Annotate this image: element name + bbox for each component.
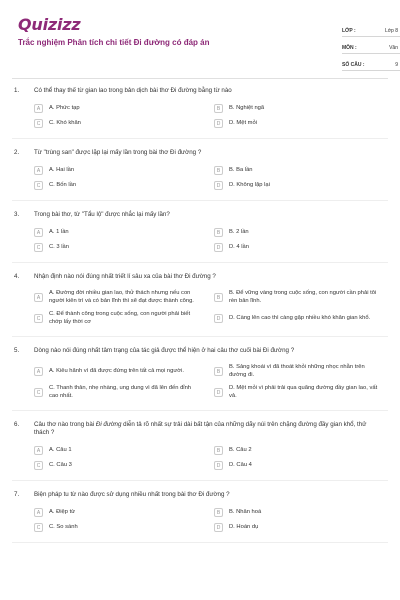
question-divider	[12, 262, 388, 263]
meta-value: Lớp 8	[384, 28, 398, 34]
option-text: B. Ba lần	[229, 166, 253, 173]
option-text: D. Không lặp lại	[229, 181, 270, 188]
answer-option-c[interactable]	[34, 243, 200, 252]
answer-option-b[interactable]	[214, 104, 380, 113]
worksheet-meta	[342, 20, 400, 71]
option-text: A. Câu 1	[49, 446, 72, 453]
meta-row-subject	[342, 37, 400, 54]
answer-option-a[interactable]	[34, 166, 200, 175]
answer-option-d[interactable]	[214, 119, 380, 128]
option-letter-badge: C	[34, 388, 43, 397]
answer-option-c[interactable]	[34, 523, 200, 532]
option-letter-badge: A	[34, 166, 43, 175]
question-text	[34, 421, 388, 437]
option-text: D. Câu 4	[229, 461, 252, 468]
question-number: 6.	[14, 421, 20, 428]
option-text: A. Điệp từ	[49, 508, 76, 515]
worksheet-title: Trắc nghiệm Phân tích chi tiết Đi đường có đáp án	[18, 38, 210, 47]
answer-options	[34, 104, 388, 128]
answer-option-c[interactable]	[34, 181, 200, 190]
question-text-part: Câu thơ nào trong bài	[34, 421, 96, 428]
option-letter-badge: D	[214, 461, 223, 470]
question-header	[14, 211, 388, 219]
meta-value: Văn	[389, 45, 398, 51]
answer-option-c[interactable]	[34, 385, 200, 400]
option-text: C. So sánh	[49, 523, 78, 530]
answer-option-c[interactable]	[34, 119, 200, 128]
question-divider	[12, 480, 388, 481]
answer-option-c[interactable]	[34, 311, 200, 326]
question-block	[12, 347, 388, 411]
option-text: B. Câu 2	[229, 446, 252, 453]
answer-option-b[interactable]	[214, 508, 380, 517]
question-divider	[12, 336, 388, 337]
question-number: 4.	[14, 273, 20, 280]
option-letter-badge: C	[34, 523, 43, 532]
question-header	[14, 491, 388, 499]
answer-option-d[interactable]	[214, 523, 380, 532]
option-letter-badge: D	[214, 523, 223, 532]
option-letter-badge: B	[214, 367, 223, 376]
question-header	[14, 273, 388, 281]
answer-options	[34, 364, 388, 400]
question-block	[12, 87, 388, 139]
option-text: C. Bốn lần	[49, 181, 77, 188]
question-block	[12, 211, 388, 263]
answer-options	[34, 228, 388, 252]
question-number: 3.	[14, 211, 20, 218]
option-letter-badge: A	[34, 104, 43, 113]
question-text-part: diễn tả rõ nhất sự trải dài bất tận của những dãy núi trên chặng đường đầy gian khổ, thử thách ?	[34, 421, 367, 436]
answer-option-a[interactable]	[34, 446, 200, 455]
option-text: A. Hai lần	[49, 166, 75, 173]
question-text: Có thể thay thế từ gian lao trong bản dịch bài thơ Đi đường bằng từ nào	[34, 87, 232, 94]
answer-option-b[interactable]	[214, 228, 380, 237]
option-text: C. 3 lần	[49, 243, 69, 250]
option-text: B. Để vững vàng trong cuộc sống, con người cần phải tôi rèn bản lĩnh.	[229, 290, 377, 304]
question-number: 7.	[14, 491, 20, 498]
option-text: D. Hoán dụ	[229, 523, 259, 530]
answer-options	[34, 508, 388, 532]
answer-options	[34, 446, 388, 470]
option-text: C. Để thành công trong cuộc sống, con người phải biết chớp lấy thời cơ	[49, 311, 191, 325]
option-letter-badge: B	[214, 446, 223, 455]
answer-option-a[interactable]	[34, 104, 200, 113]
question-list	[12, 87, 388, 543]
option-letter-badge: B	[214, 228, 223, 237]
question-text: Trong bài thơ, từ "Tẩu lộ" được nhắc lại mấy lần?	[34, 211, 170, 218]
answer-option-d[interactable]	[214, 311, 380, 326]
option-letter-badge: A	[34, 228, 43, 237]
question-header	[14, 421, 388, 437]
option-text: C. Câu 3	[49, 461, 72, 468]
meta-value: 9	[395, 62, 398, 68]
answer-options	[34, 166, 388, 190]
question-header	[14, 149, 388, 157]
question-number: 5.	[14, 347, 20, 354]
question-block	[12, 149, 388, 201]
quizizz-logo[interactable]: Quizizz	[18, 15, 81, 34]
option-letter-badge: D	[214, 388, 223, 397]
option-letter-badge: C	[34, 314, 43, 323]
question-header	[14, 87, 388, 95]
answer-option-a[interactable]	[34, 228, 200, 237]
answer-option-a[interactable]	[34, 364, 200, 379]
meta-label: SỐ CÂU :	[342, 62, 365, 68]
answer-option-b[interactable]	[214, 446, 380, 455]
option-letter-badge: A	[34, 508, 43, 517]
header-divider	[12, 78, 388, 79]
answer-option-b[interactable]	[214, 166, 380, 175]
answer-option-b[interactable]	[214, 364, 380, 379]
answer-option-c[interactable]	[34, 461, 200, 470]
question-number: 2.	[14, 149, 20, 156]
meta-row-count	[342, 54, 400, 71]
meta-row-grade	[342, 20, 400, 37]
option-text: A. 1 lần	[49, 228, 69, 235]
option-text: A. Phức tạp	[49, 104, 80, 111]
question-divider	[12, 200, 388, 201]
answer-option-d[interactable]	[214, 461, 380, 470]
option-text: A. Kiêu hãnh vì đã được đứng trên tất cả mọi người.	[49, 367, 184, 374]
option-letter-badge: D	[214, 181, 223, 190]
answer-option-d[interactable]	[214, 385, 380, 400]
option-letter-badge: C	[34, 181, 43, 190]
question-divider	[12, 542, 388, 543]
option-text: C. Khó khăn	[49, 119, 81, 126]
option-letter-badge: A	[34, 446, 43, 455]
meta-label: MÔN :	[342, 45, 357, 51]
option-text: B. Nghiệt ngã	[229, 104, 265, 111]
option-text: A. Đường đời nhiều gian lao, thử thách nhưng nếu con người kiên trì và có bản lĩnh thì sẽ đạt được thành công.	[49, 290, 194, 304]
question-number: 1.	[14, 87, 20, 94]
question-text: Từ "trùng san" được lặp lại mấy lần trong bài thơ Đi đường ?	[34, 149, 202, 156]
option-text: B. Sảng khoái vì đã thoát khỏi những nhọc nhằn trên đường đi.	[229, 364, 365, 378]
option-letter-badge: A	[34, 367, 43, 376]
answer-option-d[interactable]	[214, 243, 380, 252]
option-letter-badge: C	[34, 119, 43, 128]
option-text: D. Càng lên cao thì càng gặp nhiều khó khăn gian khổ.	[229, 314, 371, 321]
option-text: D. 4 lần	[229, 243, 249, 250]
question-text-italic: Đi đường	[95, 421, 122, 428]
worksheet-header	[12, 12, 398, 72]
answer-option-a[interactable]	[34, 290, 200, 305]
answer-option-b[interactable]	[214, 290, 380, 305]
question-divider	[12, 410, 388, 411]
option-letter-badge: B	[214, 166, 223, 175]
option-text: D. Mệt mỏi vì phải trải qua quãng đường đầy gian lao, vất vả.	[229, 385, 378, 399]
question-text: Dòng nào nói đúng nhất tâm trạng của tác giả được thể hiện ở hai câu thơ cuối bài Đi đường ?	[34, 347, 295, 354]
answer-option-d[interactable]	[214, 181, 380, 190]
option-letter-badge: D	[214, 243, 223, 252]
option-text: B. 2 lần	[229, 228, 249, 235]
meta-label: LỚP :	[342, 28, 356, 34]
option-text: D. Mệt mỏi	[229, 119, 258, 126]
option-letter-badge: D	[214, 119, 223, 128]
question-text: Nhận định nào nói đúng nhất triết lí sâu xa của bài thơ Đi đường ?	[34, 273, 216, 280]
option-letter-badge: D	[214, 314, 223, 323]
question-block	[12, 421, 388, 481]
option-text: B. Nhân hoá	[229, 508, 262, 515]
option-letter-badge: C	[34, 461, 43, 470]
question-divider	[12, 138, 388, 139]
option-letter-badge: B	[214, 508, 223, 517]
answer-option-a[interactable]	[34, 508, 200, 517]
option-letter-badge: A	[34, 293, 43, 302]
option-letter-badge: C	[34, 243, 43, 252]
answer-options	[34, 290, 388, 326]
option-letter-badge: B	[214, 104, 223, 113]
question-header	[14, 347, 388, 355]
option-letter-badge: B	[214, 293, 223, 302]
question-block	[12, 491, 388, 543]
question-block	[12, 273, 388, 337]
question-text: Biện pháp tu từ nào được sử dụng nhiều nhất trong bài thơ Đi đường ?	[34, 491, 230, 498]
option-text: C. Thanh thản, nhẹ nhàng, ung dung vì đã lên đến đỉnh cao nhất.	[49, 385, 192, 399]
